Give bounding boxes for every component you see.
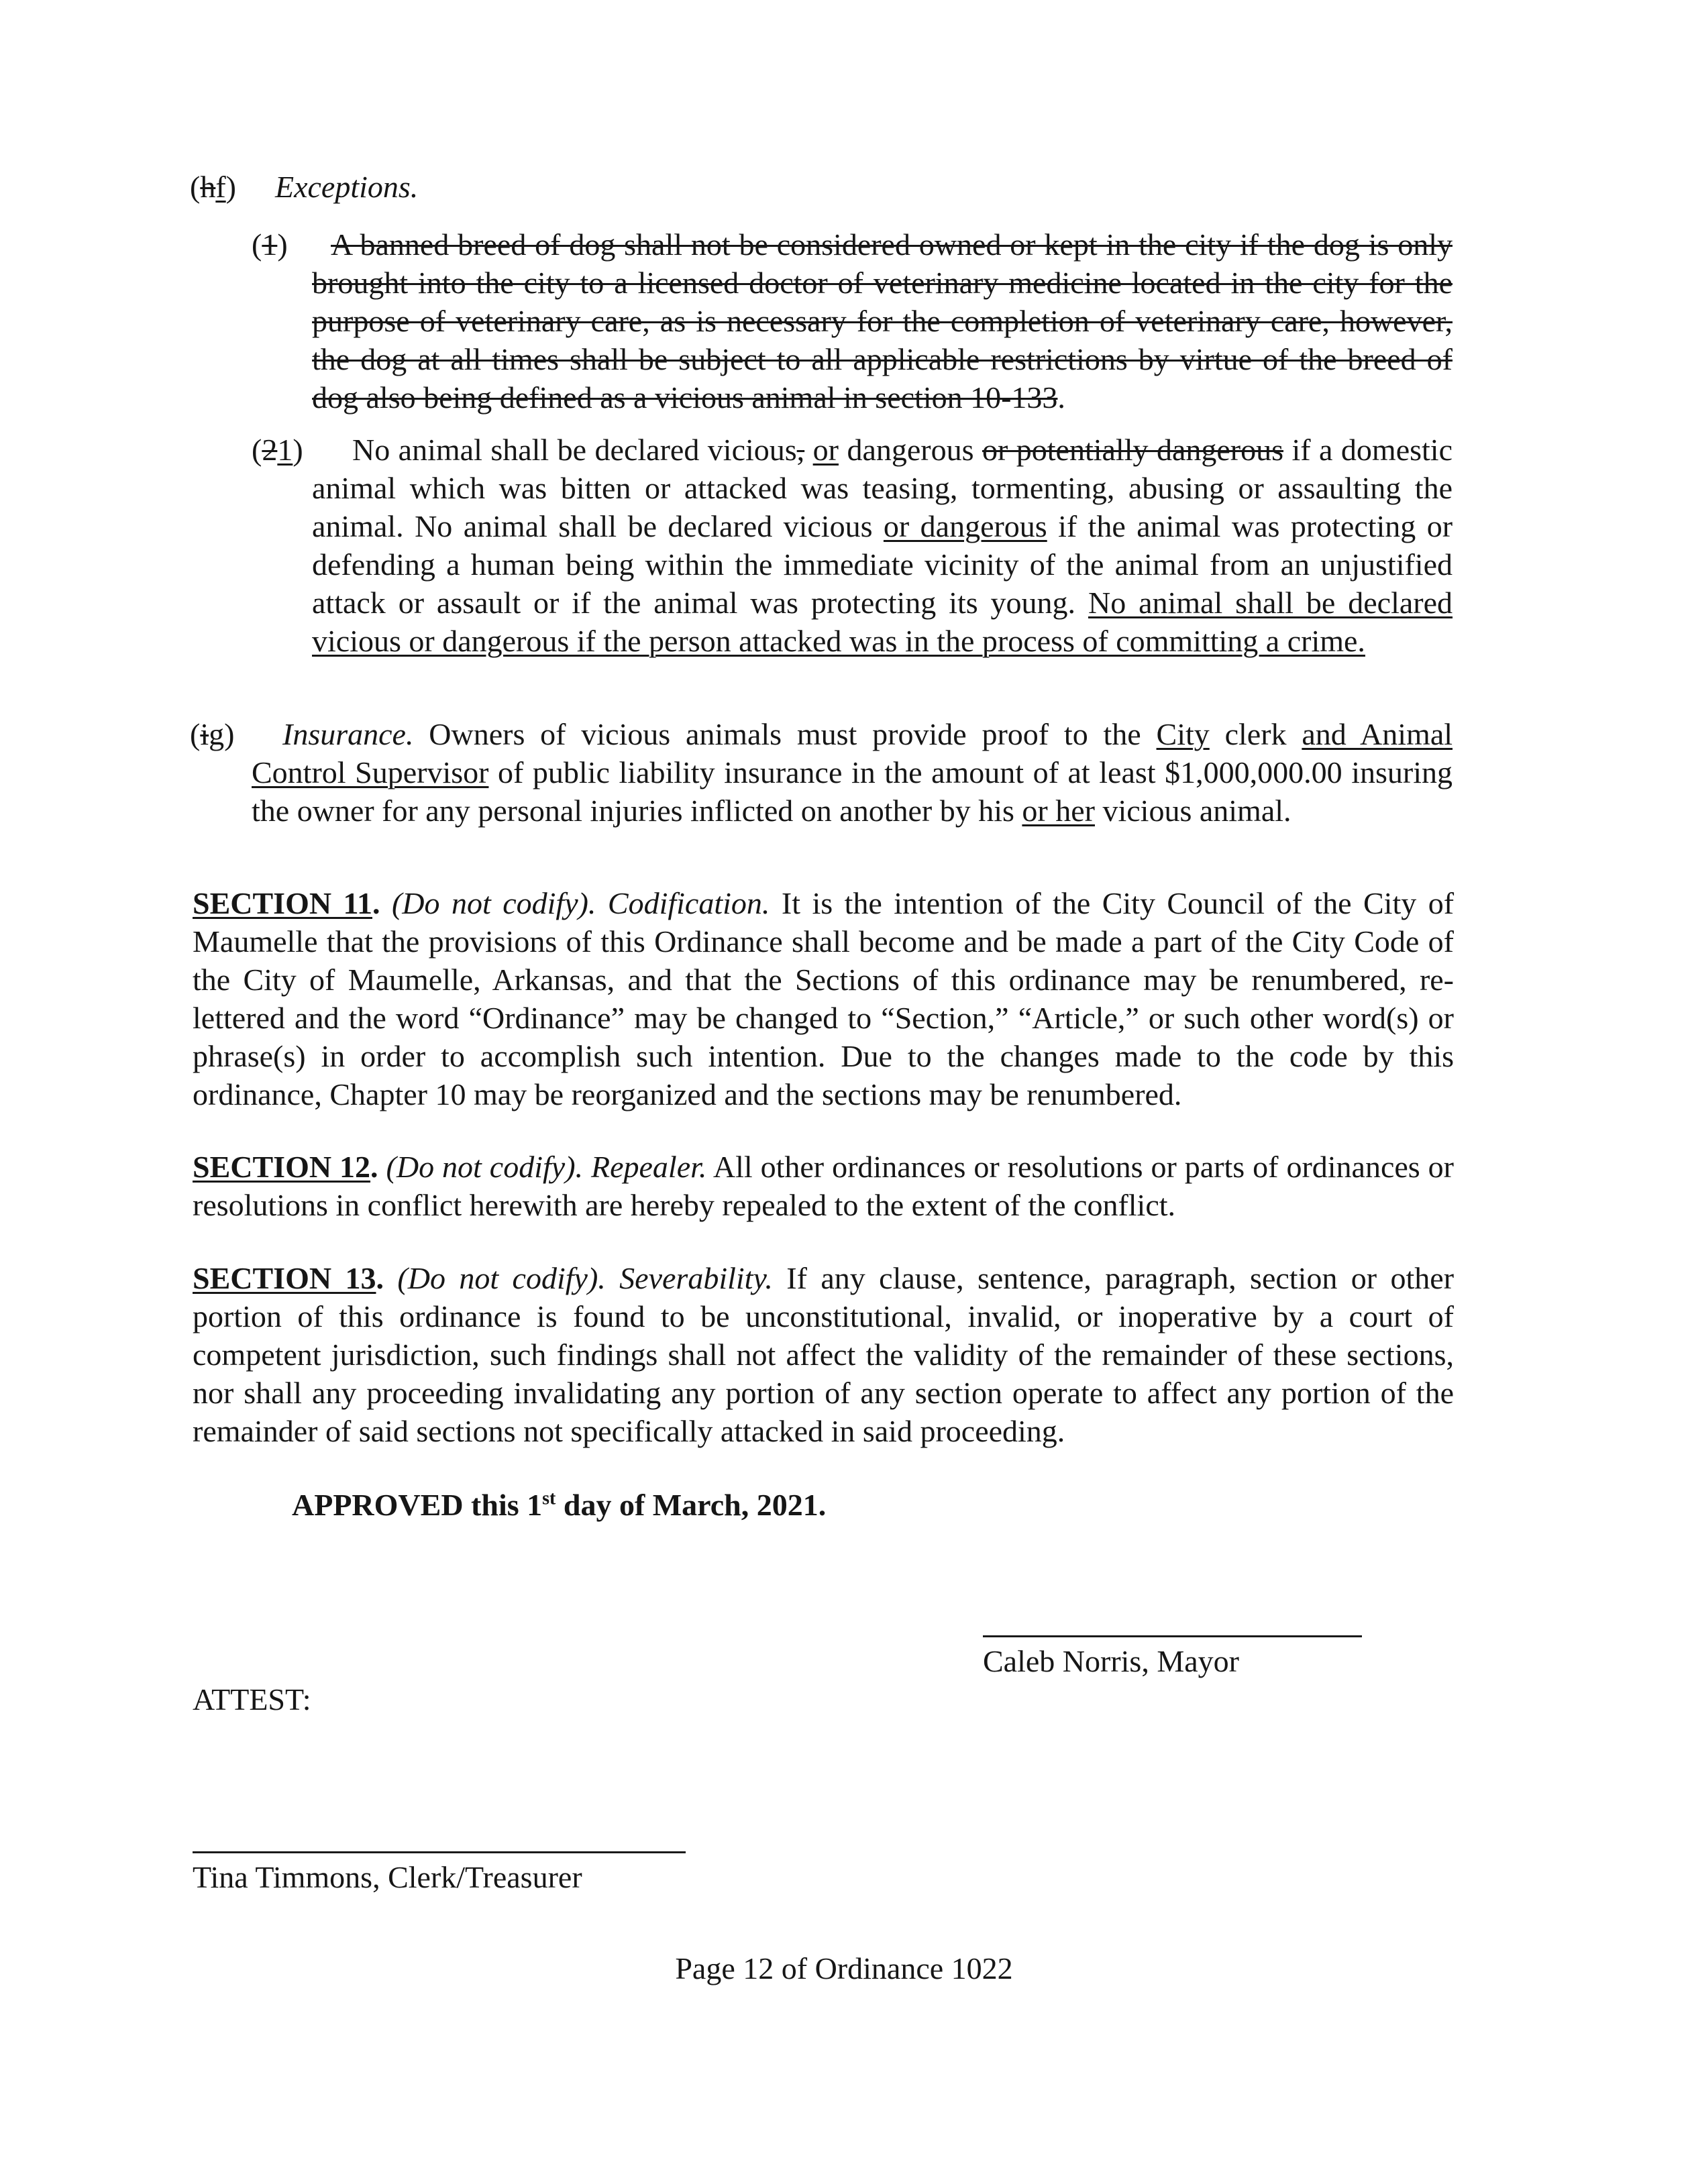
inserted-label: f [215,170,226,204]
section-heading: SECTION 12 [193,1150,371,1184]
section-body: It is the intention of the City Council of the City of Maumelle that the provisions of this Ordinance shall become and be made a part of the City Code of the City of Maumelle, Arkansas, and that the Sections of this ordinance may be renumbered, re-lettered and the word “Ordinance” may be changed to “Section,” “Article,” or such other word(s) or phrase(s) in order to accomplish such intention. Due to the changes made to the code by this ordinance, Chapter 10 may be reorganized and the sections may be renumbered. [193,886,1455,1111]
section-11: SECTION 11. (Do not codify). Codification. It is the intention of the City Council of the City of Maumelle that the provisions of this Ordinance shall become and be made a part of the City Code of the City of Maumelle, Arkansas, and that the Sections of this ordinance may be renumbered, re-lettered and the word “Ordinance” may be changed to “Section,” “Article,” or such other word(s) or phrase(s) in order to accomplish such intention. Due to the changes made to the code by this ordinance, Chapter 10 may be reorganized and the sections may be renumbered. [193,886,1455,1111]
clerk-name: Tina Timmons, Clerk/Treasurer [193,1860,582,1894]
subsection-g-text: Insurance. Owners of vicious animals must provide proof to the City clerk and Animal Control Supervisor of public liability insurance in the amount of at least $1,000,000.00 insuring the owner for any personal injuries inflicted on another by his or her vicious animal. [252,717,1453,828]
attest-label: ATTEST: [193,1682,311,1716]
subsection-g-label: (ig) [190,717,235,751]
section-13: SECTION 13. (Do not codify). Severability. If any clause, sentence, paragraph, section or other portion of this ordinance is found to be unconstitutional, invalid, or inoperative by a court of competent jurisdiction, such findings shall not affect the validity of the remainder of these sections, nor shall any proceeding invalidating any portion of any section operate to affect any portion of the remainder of said sections not specifically attacked in said proceeding. [193,1261,1455,1448]
mayor-name: Caleb Norris, Mayor [983,1644,1239,1678]
subsection-f-heading: (hf) Exceptions. [190,170,419,204]
item-2-number: (21) [252,433,303,467]
section-heading: SECTION 13 [193,1261,376,1295]
clerk-signature-line [193,1851,686,1853]
section-12: SECTION 12. (Do not codify). Repealer. All other ordinances or resolutions or parts of ordinances or resolutions in conflict herewith are hereby repealed to the extent of the conflict. [193,1150,1454,1222]
section-heading: SECTION 11 [193,886,372,920]
mayor-signature-line [983,1635,1362,1637]
item-2-text: No animal shall be declared vicious, or dangerous or potentially dangerous if a domestic animal which was bitten or attacked was teasing, tormenting, abusing or assaulting the animal. No animal shall be declared vicious or dangerous if the animal was protecting or defending a human being within the immediate vicinity of the animal from an unjustified attack or assault or if the animal was protecting its young. No animal shall be declared vicious or dangerous if the person attacked was in the process of committing a crime. [312,433,1453,658]
item-1-deleted-text: A banned breed of dog shall not be considered owned or kept in the city if the dog is only brought into the city to a licensed doctor of veterinary medicine located in the city for the purpose of veterinary care, as is necessary for the completion of veterinary care, however, the dog at all times shall be subject to all applicable restrictions by virtue of the breed of dog also being defined as a vicious animal in section 10-133. [312,227,1453,415]
section-note: (Do not codify). Severability. [397,1261,773,1295]
item-1-number: (1) [252,227,288,262]
approval-line: APPROVED this 1st day of March, 2021. [292,1488,827,1522]
deleted-label: h [200,170,216,204]
section-body: All other ordinances or resolutions or parts of ordinances or resolutions in conflict herewith are hereby repealed to the extent of the conflict. [193,1150,1454,1222]
section-note: (Do not codify). Codification. [391,886,770,920]
page-footer: Page 12 of Ordinance 1022 [675,1951,1013,1985]
subsection-title: Insurance. [282,717,414,751]
section-body: If any clause, sentence, paragraph, section or other portion of this ordinance is found to be unconstitutional, invalid, or inoperative by a court of competent jurisdiction, such findings shall not affect the validity of the remainder of these sections, nor shall any proceeding invalidating any portion of any section operate to affect any portion of the remainder of said sections not specifically attacked in said proceeding. [193,1261,1455,1448]
subsection-title: Exceptions. [274,170,419,204]
section-note: (Do not codify). Repealer. [386,1150,707,1184]
